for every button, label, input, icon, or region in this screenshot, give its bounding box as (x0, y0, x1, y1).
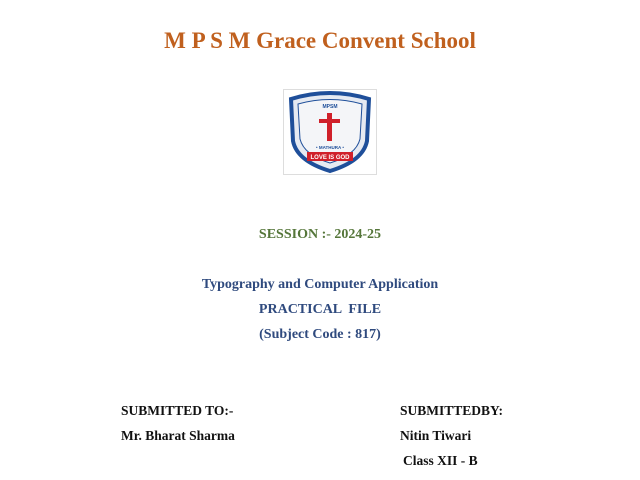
svg-text:• MATHURA •: • MATHURA • (316, 145, 344, 150)
school-name: M P S M Grace Convent School (164, 28, 476, 53)
subject-title: Typography and Computer Application (201, 277, 439, 292)
svg-text:LOVE IS GOD: LOVE IS GOD (310, 155, 350, 161)
school-logo (283, 89, 377, 175)
submitted-by-label: SUBMITTEDBY: (400, 403, 504, 418)
submitted-to-label: SUBMITTED TO:- (121, 403, 234, 418)
submitted-by-name: Nitin Tiwari (400, 428, 472, 443)
submitted-by-class: Class XII - B (403, 453, 478, 468)
svg-text:MPSM: MPSM (322, 104, 338, 110)
submitted-to-name: Mr. Bharat Sharma (121, 428, 235, 443)
session: SESSION :- 2024-25 (258, 227, 382, 242)
file-type: PRACTICAL FILE (258, 302, 382, 317)
subject-code: (Subject Code : 817) (259, 327, 381, 342)
